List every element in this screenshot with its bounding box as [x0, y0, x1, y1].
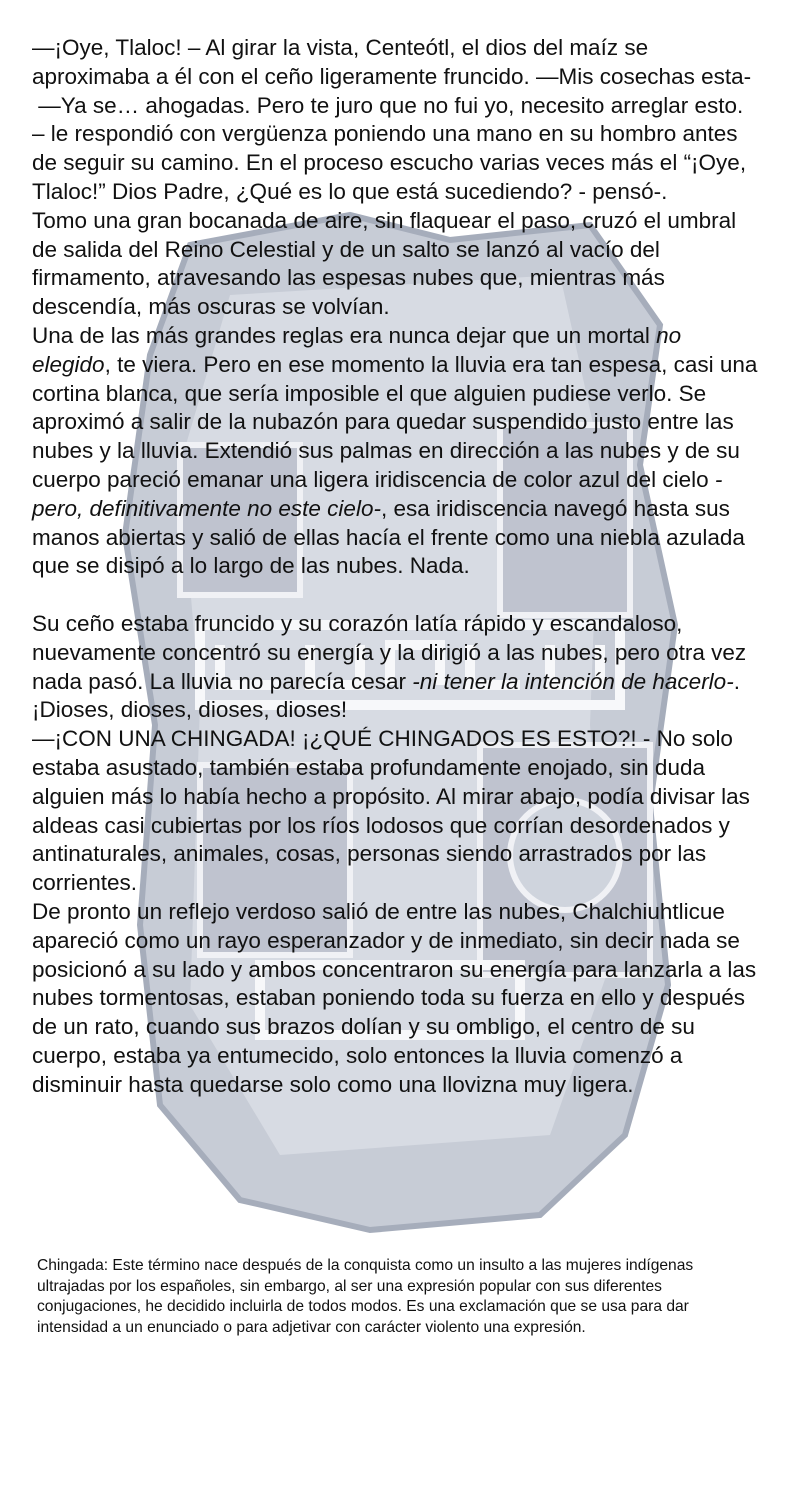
paragraph-3: Tomo una gran bocanada de aire, sin flaquear el paso, cruzó el umbral de salida del Reino Celestial y de un salto se lanzó al vacío del firmamento, atravesando las espesas nubes que, mientras más descendía, más oscuras se volvían.	[32, 207, 737, 320]
story-page	[32, 34, 762, 1099]
footnote: Chingada: Este término nace después de la conquista como un insulto a las mujeres indígenas ultrajadas por los españoles, sin embargo, al ser una expresión popular con sus diferentes conjugaciones, he decidido incluirla de todos modos. Es una exclamación que se usa para dar intensidad a un enunciado o para adjetivar con carácter violento una expresión.	[37, 1257, 694, 1336]
paragraph-2: —Ya se… ahogadas. Pero te juro que no fui yo, necesito arreglar esto. – le respondió con vergüenza poniendo una mano en su hombro antes de seguir su camino. En el proceso escucho varias veces más el “¡Oye, Tlaloc!” Dios Padre, ¿Qué es lo que está sucediendo? - pensó-.	[32, 92, 752, 204]
paragraph-4: Una de las más grandes reglas era nunca dejar que un mortal no elegido, te viera. Pero en ese momento la lluvia era tan espesa, casi una cortina blanca, que sería imposible el que alguien pudiese verlo. Se aproximó a salir de la nubazón para quedar suspendido justo entre las nubes y la lluvia. Extendió sus palmas en dirección a las nubes y de su cuerpo pareció emanar una ligera iridiscencia de color azul del cielo -pero, definitivamente no este cielo-, esa iridiscencia navegó hasta sus manos abiertas y salió de ellas hacía el frente como una niebla azulada que se disipó a lo largo de las nubes. Nada.	[32, 322, 758, 579]
paragraph-7: De pronto un reflejo verdoso salió de entre las nubes, Chalchiuhtlicue apareció como un rayo esperanzador y de inmediato, sin decir nada se posicionó a su lado y ambos concentraron su energía para lanzarla a las nubes tormentosas, estaban poniendo toda su fuerza en ello y después de un rato, cuando sus brazos dolían y su ombligo, el centro de su cuerpo, estaba ya entumecido, solo entonces la lluvia comenzó a disminuir hasta quedarse solo como una llovizna muy ligera.	[32, 898, 757, 1097]
paragraph-5: Su ceño estaba fruncido y su corazón latía rápido y escandaloso, nuevamente concentró su energía y la dirigió a las nubes, pero otra vez nada pasó. La lluvia no parecía cesar -ni tener la intención de hacerlo-. ¡Dioses, dioses, dioses, dioses!	[32, 610, 747, 723]
story-body	[32, 34, 762, 1099]
paragraph-6: —¡CON UNA CHINGADA! ¡¿QUÉ CHINGADOS ES ESTO?! - No solo estaba asustado, también estaba profundamente enojado, sin duda alguien más lo había hecho a propósito. Al mirar abajo, podía divisar las aldeas casi cubiertas por los ríos lodosos que corrían desordenados y antinaturales, animales, cosas, personas siendo arrastrados por las corrientes.	[32, 726, 750, 896]
paragraph-1: —¡Oye, Tlaloc! – Al girar la vista, Centeótl, el dios del maíz se aproximaba a él con el ceño ligeramente fruncido. —Mis cosechas esta-	[32, 35, 752, 89]
